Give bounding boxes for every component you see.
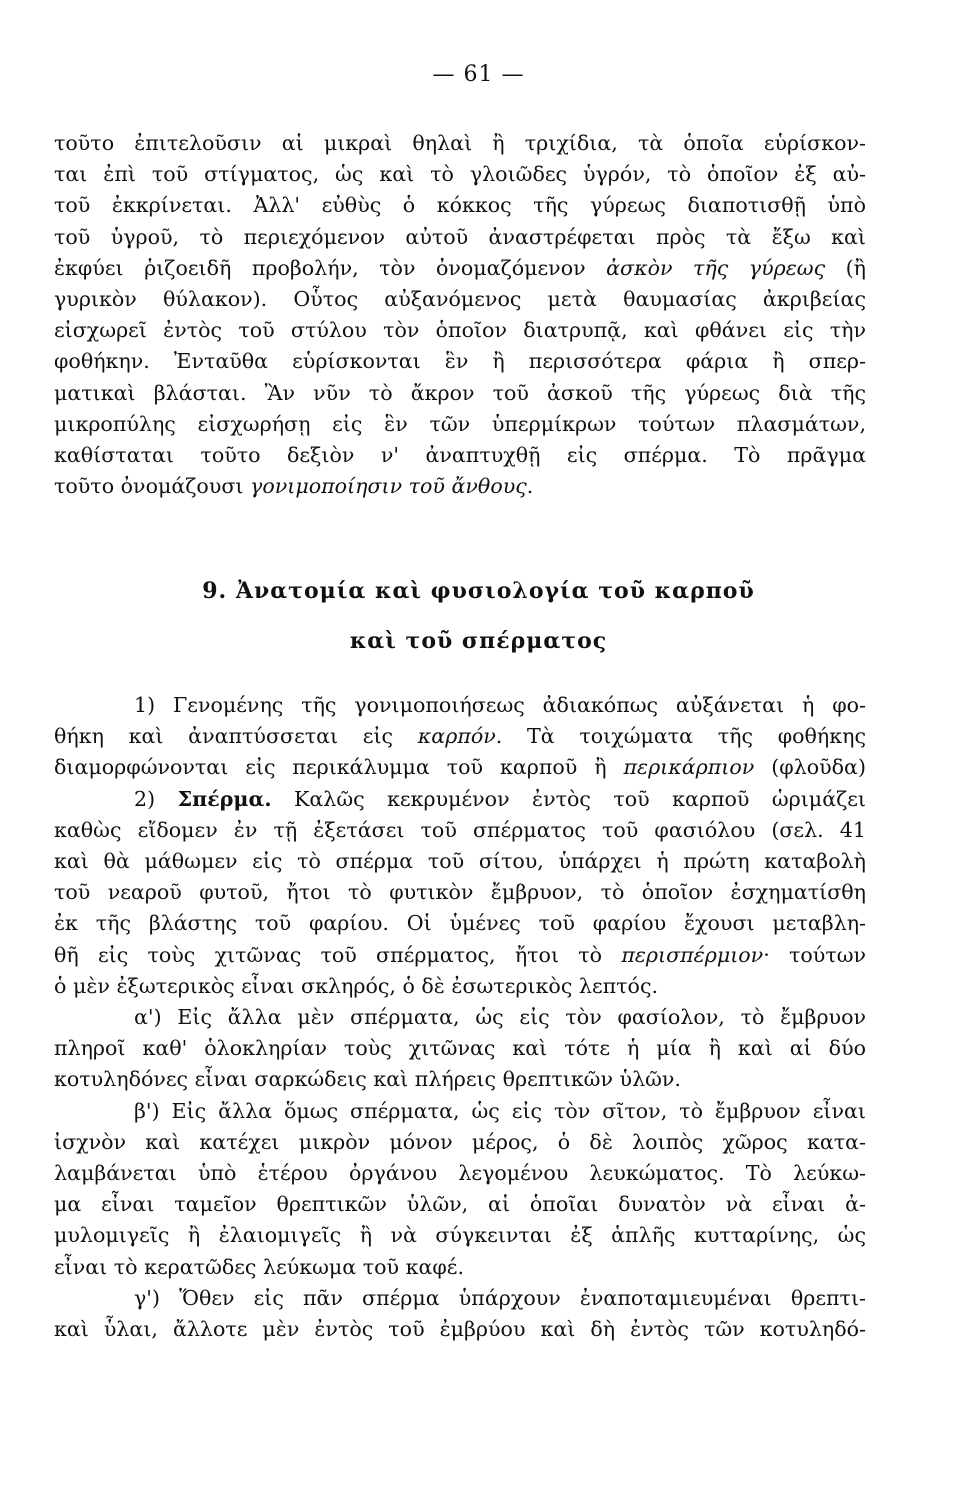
text-line: τοῦ ὑγροῦ, τὸ περιεχόμενον αὐτοῦ ἀναστρέφεται πρὸς τὰ ἔξω καὶ <box>54 224 866 249</box>
text-segment: (φλοῦδα) <box>771 755 866 780</box>
text-line: τοῦτο ὀνομάζουσι γονιμοποίησιν τοῦ ἄνθους. <box>54 474 534 499</box>
text-segment: · τούτων <box>763 942 866 967</box>
italic-term-gonimopoiesis: γονιμοποίησιν τοῦ ἄνθους <box>250 474 527 499</box>
text-line: φοθήκην. Ἐνταῦθα εὑρίσκονται ἓν ἢ περισσότερα φάρια ἢ σπερ- <box>54 349 866 374</box>
text-segment: ἐκφύει ῥιζοειδῆ προβολήν, τὸν ὀνομαζόμενον <box>54 255 586 280</box>
text-line <box>54 784 866 815</box>
text-line: β') Εἰς ἄλλα ὅμως σπέρματα, ὡς εἰς τὸν σῖτον, τὸ ἔμβρυον εἶναι <box>134 1098 866 1123</box>
page-number: — 61 — <box>432 62 525 87</box>
text-segment: τοῦτο ὀνομάζουσι <box>54 474 244 499</box>
text-line: λαμβάνεται ὑπὸ ἑτέρου ὀργάνου λεγομένου λευκώματος. Τὸ λεύκω- <box>54 1161 866 1186</box>
text-line: καθὼς εἴδομεν ἐν τῇ ἐξετάσει τοῦ σπέρματος τοῦ φασιόλου (σελ. 41 <box>54 817 866 842</box>
text-segment: . Τὰ τοιχώματα τῆς φοθήκης <box>495 724 866 749</box>
text-line <box>54 752 866 783</box>
text-line: κοτυληδόνες εἶναι σαρκώδεις καὶ πλήρεις θρεπτικῶν ὑλῶν. <box>54 1067 681 1092</box>
text-line: α') Εἰς ἄλλα μὲν σπέρματα, ὡς εἰς τὸν φασίολον, τὸ ἔμβρυον <box>134 1005 866 1030</box>
text-line: ὁ μὲν ἐξωτερικὸς εἶναι σκληρός, ὁ δὲ ἐσωτερικὸς λεπτός. <box>54 973 659 998</box>
text-line <box>54 721 866 752</box>
text-segment: διαμορφώνονται εἰς περικάλυμμα τοῦ καρποῦ ἢ <box>54 755 607 780</box>
text-line: γ') Ὅθεν εἰς πᾶν σπέρμα ὑπάρχουν ἐναποταμιευμέναι θρεπτι- <box>134 1285 866 1310</box>
text-line <box>54 253 866 284</box>
text-line: τοῦ νεαροῦ φυτοῦ, ἤτοι τὸ φυτικὸν ἔμβρυον, τὸ ὁποῖον ἐσχηματίσθη <box>54 880 866 905</box>
italic-term-karpon: καρπόν <box>417 724 496 749</box>
text-line: εἰσχωρεῖ ἐντὸς τοῦ στύλου τὸν ὁποῖον διατρυπᾷ, καὶ φθάνει εἰς τὴν <box>54 318 866 343</box>
text-line: γυρικὸν θύλακον). Οὗτος αὐξανόμενος μετὰ θαυμασίας ἀκριβείας <box>54 287 866 312</box>
paragraph-pollination <box>54 128 866 502</box>
bold-term-sperma: Σπέρμα. <box>177 786 272 811</box>
text-segment: Καλῶς κεκρυμένον ἐντὸς τοῦ καρποῦ ὡριμάζει <box>293 786 866 811</box>
italic-term-askos: ἀσκὸν τῆς γύρεως <box>606 255 826 280</box>
text-line: 1) Γενομένης τῆς γονιμοποιήσεως ἀδιακόπως αὐξάνεται ἡ φο- <box>134 693 866 717</box>
text-segment: θῆ εἰς τοὺς χιτῶνας τοῦ σπέρματος, ἤτοι τὸ <box>54 942 603 967</box>
text-segment: (ἢ <box>845 255 866 280</box>
italic-term-perikarpion: περικάρπιον <box>623 755 755 780</box>
text-line <box>54 940 866 971</box>
italic-term-perispermion: περισπέρμιον <box>621 942 764 967</box>
text-line: καθίσταται τοῦτο δεξιὸν ν' ἀναπτυχθῇ εἰς σπέρμα. Τὸ πρᾶγμα <box>54 443 866 468</box>
text-line: καὶ ὗλαι, ἄλλοτε μὲν ἐντὸς τοῦ ἐμβρύου καὶ δὴ ἐντὸς τῶν κοτυληδό- <box>54 1317 866 1342</box>
section-fruit-seed <box>54 690 866 1345</box>
text-segment: θήκη καὶ ἀναπτύσσεται εἰς <box>54 724 394 749</box>
text-line: πληροῖ καθ' ὁλοκληρίαν τοὺς χιτῶνας καὶ τότε ἡ μία ἢ καὶ αἱ δύο <box>54 1036 866 1061</box>
text-line: ματικαὶ βλάσται. Ἂν νῦν τὸ ἄκρον τοῦ ἀσκοῦ τῆς γύρεως διὰ τῆς <box>54 380 866 405</box>
text-line: ται ἐπὶ τοῦ στίγματος, ὡς καὶ τὸ γλοιῶδες ὑγρόν, τὸ ὁποῖον ἐξ αὐ- <box>54 162 866 187</box>
section-heading-continued: καὶ τοῦ σπέρματος <box>349 628 608 654</box>
text-segment: 2) <box>134 786 156 811</box>
text-line: ἐκ τῆς βλάστης τοῦ φαρίου. Οἱ ὑμένες τοῦ φαρίου ἔχουσι μεταβλη- <box>54 911 866 936</box>
section-heading: 9. Ἀνατομία καὶ φυσιολογία τοῦ καρποῦ <box>202 578 755 604</box>
text-line: καὶ θὰ μάθωμεν εἰς τὸ σπέρμα τοῦ σίτου, ὑπάρχει ἡ πρώτη καταβολὴ <box>54 849 866 874</box>
text-line: μυλομιγεῖς ἢ ἐλαιομιγεῖς ἢ νὰ σύγκεινται ἐξ ἁπλῆς κυτταρίνης, ὡς <box>54 1223 866 1248</box>
text-line: ἰσχνὸν καὶ κατέχει μικρὸν μόνον μέρος, ὁ δὲ λοιπὸς χῶρος κατα- <box>54 1129 866 1154</box>
text-line: εἶναι τὸ κερατῶδες λεύκωμα τοῦ καφέ. <box>54 1254 465 1279</box>
text-line: τοῦ ἐκκρίνεται. Ἀλλ' εὐθὺς ὁ κόκκος τῆς γύρεως διαποτισθῇ ὑπὸ <box>54 193 866 218</box>
text-line: μικροπύλης εἰσχωρήσῃ εἰς ἓν τῶν ὑπερμίκρων τούτων πλασμάτων, <box>54 411 866 436</box>
text-line: μα εἶναι ταμεῖον θρεπτικῶν ὑλῶν, αἱ ὁποῖαι δυνατὸν νὰ εἶναι ἀ- <box>54 1192 866 1217</box>
text-line: τοῦτο ἐπιτελοῦσιν αἱ μικραὶ θηλαὶ ἢ τριχίδια, τὰ ὁποῖα εὑρίσκον- <box>54 131 866 155</box>
